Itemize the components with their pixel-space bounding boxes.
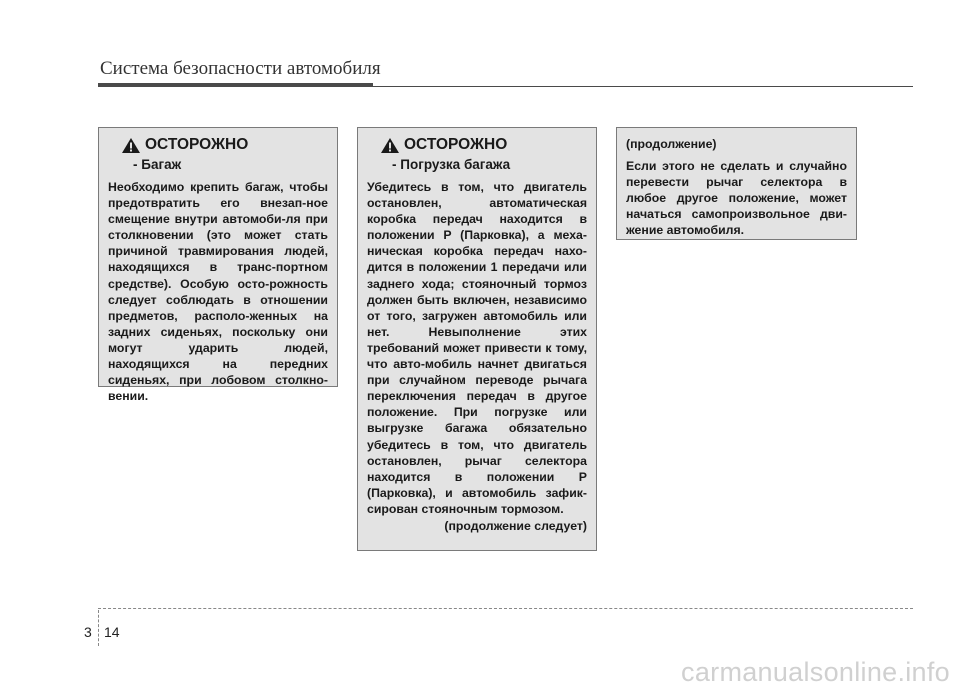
warning-triangle-icon [121, 137, 141, 154]
caution-subtitle: - Багаж [133, 157, 182, 172]
caution-title-row [121, 136, 328, 154]
caution-body: Если этого не сделать и случайно перевести рычаг селектора в любое другое положение, может начаться самопроизвольное дви-жение автомобиля. [626, 159, 847, 238]
page-number: 14 [104, 624, 120, 640]
page-number-divider [98, 610, 99, 646]
page-header-title: Система безопасности автомобиля [100, 58, 381, 79]
caution-body: Убедитесь в том, что двигатель остановлен, автоматическая коробка передач находится в положении P (Парковка), а меха-ническая коробка передач нахо-дится в положении 1 передачи или заднего хода; стояночный тормоз должен быть включен, независимо от того, загружен автомобиль или нет. Невыполнение этих требований может привести к тому, что авто-мобиль начнет двигаться при случайном переводе рычага переключения передач в другое положение. При погрузке или выгрузке багажа обязательно убедитесь в том, что двигатель остановлен, рычаг селектора находится в положении P (Парковка), и автомобиль зафик-сирован стояночным тормозом. [367, 180, 587, 516]
caution-box-loading [357, 127, 597, 551]
caution-title-row [380, 136, 587, 154]
header-rule-thin [98, 86, 913, 87]
footer-rule [98, 608, 913, 609]
caution-title: ОСТОРОЖНО [404, 136, 508, 153]
caution-box-luggage [98, 127, 338, 404]
continuation-heading: (продолжение) [626, 137, 717, 151]
caution-title: ОСТОРОЖНО [145, 136, 249, 153]
caution-subtitle: - Погрузка багажа [392, 157, 511, 172]
warning-triangle-icon [380, 137, 400, 154]
watermark: carmanualsonline.info [681, 657, 950, 687]
continued-note: (продолжение следует) [444, 518, 587, 533]
caution-box-continued [616, 127, 857, 240]
caution-body: Необходимо крепить багаж, чтобы предотвратить его внезап-ное смещение внутри автомоби-ля при столкновении (это может стать причиной травмирования людей, находящихся в транс-портном средстве). Особую осто-рожность следует соблюдать в отношении предметов, располо-женных на задних сиденьях, поскольку они могут ударить людей, находящихся на передних сиденьях, при лобовом столкно-вении. [108, 180, 328, 404]
chapter-number: 3 [84, 624, 92, 640]
